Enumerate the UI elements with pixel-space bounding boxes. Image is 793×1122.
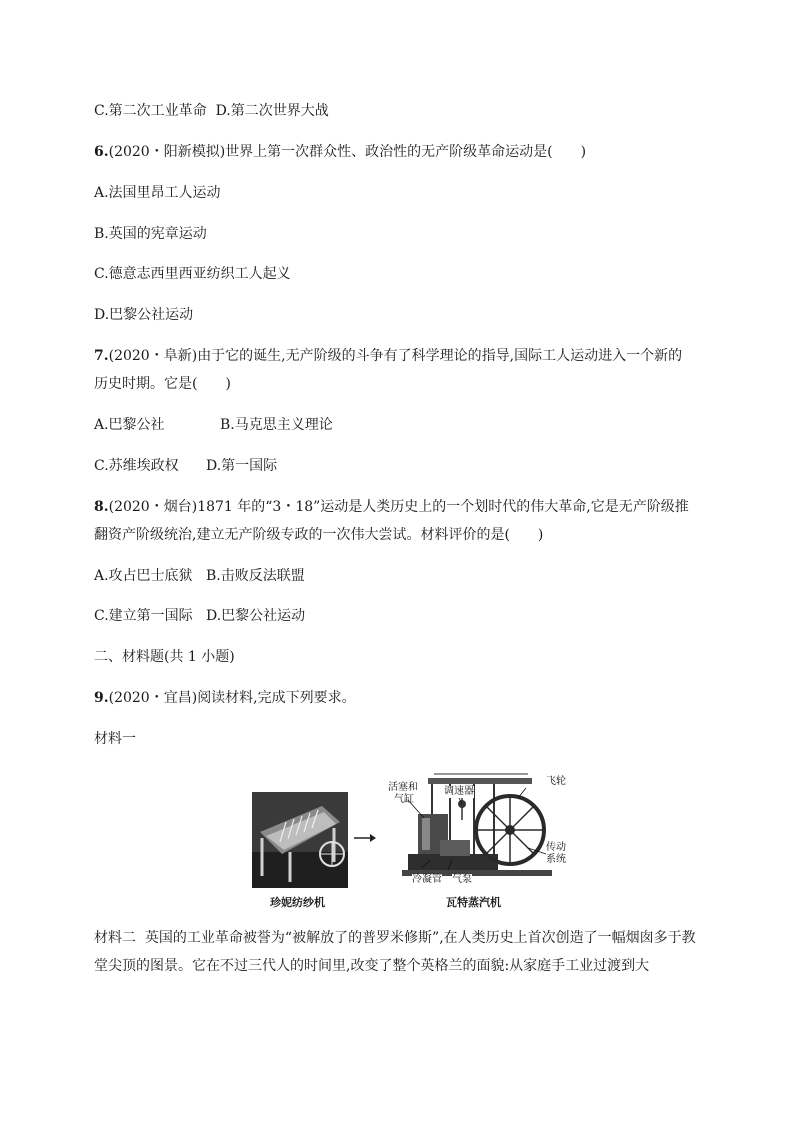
q7-option-d: D.第一国际 bbox=[206, 458, 278, 474]
label-piston bbox=[388, 782, 418, 794]
label-air-pump: 气泵 bbox=[452, 874, 472, 885]
q8-source: (2020・烟台) bbox=[108, 499, 198, 515]
q7-number: 7. bbox=[94, 348, 109, 364]
q8-options-row1 bbox=[94, 566, 494, 586]
label-piston-line1: 活塞和 bbox=[388, 782, 418, 793]
q9-source: (2020・宜昌) bbox=[108, 690, 198, 706]
q8-number: 8. bbox=[94, 499, 109, 515]
q6-number: 6. bbox=[94, 144, 109, 160]
section-title: 二、材料题(共 1 小题) bbox=[94, 649, 235, 665]
q8-option-a: A.攻占巴士底狱 bbox=[94, 568, 193, 584]
q6-option-d: D.巴黎公社运动 bbox=[94, 307, 194, 323]
arrow-right-icon bbox=[354, 832, 376, 844]
label-flywheel: 飞轮 bbox=[546, 776, 566, 787]
q9-stem-text: 阅读材料,完成下列要求。 bbox=[197, 690, 356, 706]
q5-option-d: D.第二次世界大战 bbox=[215, 103, 329, 119]
material1-figure bbox=[252, 770, 574, 910]
label-transmission-line2: 系统 bbox=[546, 854, 566, 865]
q6-source: (2020・阳新模拟) bbox=[108, 144, 226, 160]
q7-option-b: B.马克思主义理论 bbox=[220, 417, 333, 433]
label-transmission-line1: 传动 bbox=[546, 842, 566, 853]
label-condenser: 冷凝管 bbox=[412, 874, 442, 885]
q8-stem-text-1: 1871 年的“3・18”运动是人类历史上的一个划时代的伟大革命,它是无产阶级推 bbox=[197, 499, 689, 515]
label-governor: 调速器 bbox=[444, 786, 474, 797]
q8-options-row2 bbox=[94, 606, 494, 626]
material2-text: 英国的工业革命被誉为“被解放了的普罗米修斯”,在人类历史上首次创造了一幅烟囱多于教堂尖顶的图景。它在不过三代人的时间里,改变了整个英格兰的面貌:从家庭手工业过渡到大 bbox=[94, 930, 696, 974]
q6-stem-text: 世界上第一次群众性、政治性的无产阶级革命运动是( ) bbox=[225, 144, 587, 160]
material2-paragraph bbox=[94, 924, 704, 980]
q6-option-c: C.德意志西里西亚纺织工人起义 bbox=[94, 266, 291, 282]
caption-watt-engine: 瓦特蒸汽机 bbox=[446, 896, 501, 909]
label-cylinder: 气缸 bbox=[394, 794, 414, 805]
q7-options-row1 bbox=[94, 415, 494, 435]
q7-stem-line1 bbox=[94, 346, 682, 366]
q7-source: (2020・阜新) bbox=[108, 348, 198, 364]
q8-stem-line1 bbox=[94, 497, 689, 517]
q8-stem-line2: 翻资产阶级统治,建立无产阶级专政的一次伟大尝试。材料评价的是( ) bbox=[94, 527, 544, 543]
q6-option-b: B.英国的宪章运动 bbox=[94, 226, 207, 242]
q7-option-c: C.苏维埃政权 bbox=[94, 458, 179, 474]
q7-stem-text-1: 由于它的诞生,无产阶级的斗争有了科学理论的指导,国际工人运动进入一个新的 bbox=[197, 348, 683, 364]
q7-option-a: A.巴黎公社 bbox=[94, 417, 165, 433]
q8-option-b: B.击败反法联盟 bbox=[206, 568, 305, 584]
spinning-jenny-image bbox=[252, 792, 348, 888]
q6-option-a: A.法国里昂工人运动 bbox=[94, 185, 221, 201]
q9-stem bbox=[94, 688, 356, 708]
q8-option-c: C.建立第一国际 bbox=[94, 608, 193, 624]
q9-number: 9. bbox=[94, 690, 109, 706]
q7-options-row2 bbox=[94, 456, 494, 476]
q5-option-c: C.第二次工业革命 bbox=[94, 103, 207, 119]
caption-spinning-jenny: 珍妮纺纱机 bbox=[270, 896, 325, 909]
q5-options-row bbox=[94, 101, 329, 121]
q8-option-d: D.巴黎公社运动 bbox=[206, 608, 306, 624]
material1-label: 材料一 bbox=[94, 731, 136, 747]
q7-stem-line2: 历史时期。它是( ) bbox=[94, 376, 231, 392]
q6-stem bbox=[94, 142, 586, 162]
material2-label: 材料二 bbox=[94, 930, 136, 946]
